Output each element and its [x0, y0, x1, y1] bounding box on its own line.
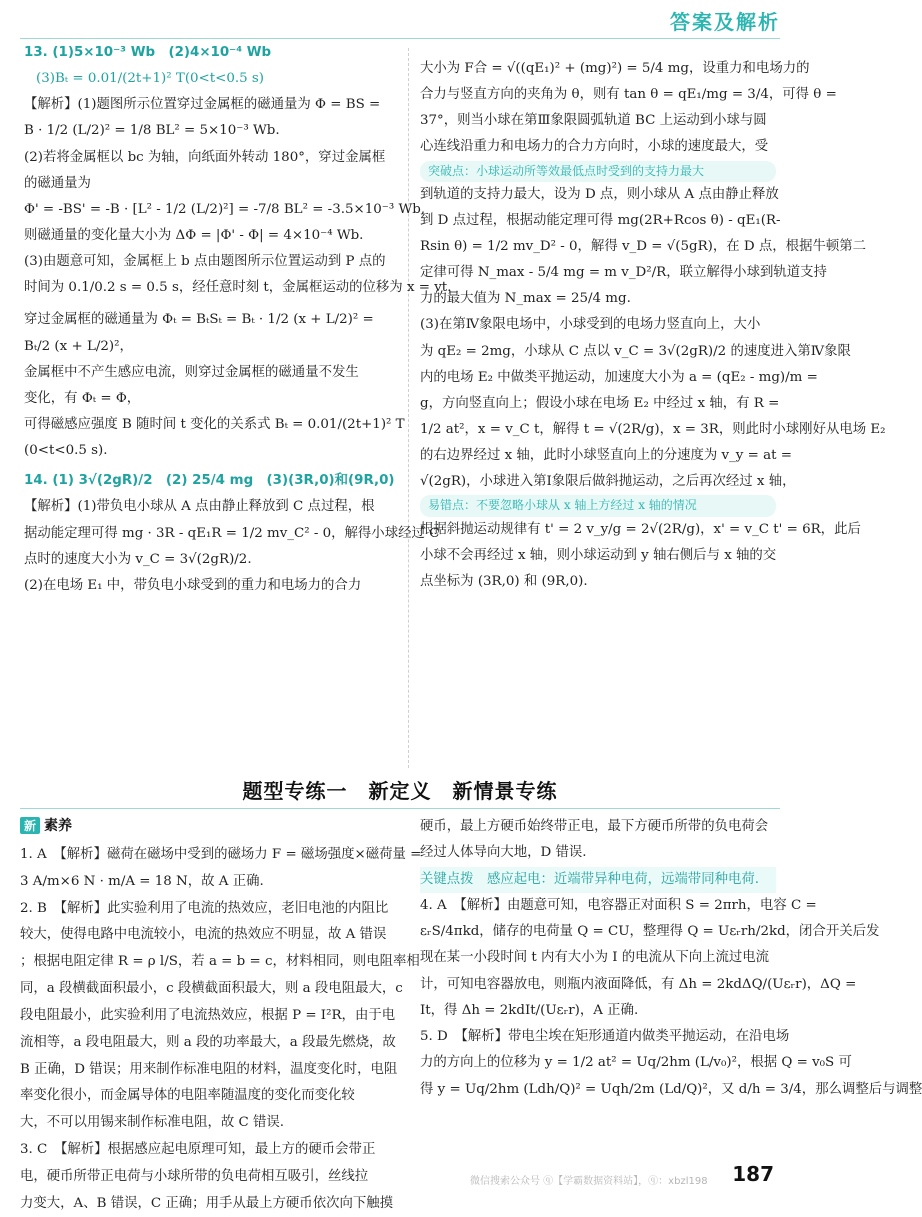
- line-text: 据动能定理可得 mg · 3R - qE₁R = 1/2 mv_C² - 0，解得小球经过 C: [24, 525, 440, 541]
- header-rule: [20, 38, 780, 39]
- line-text: 变化，有 Φₜ = Φ，: [24, 390, 141, 406]
- breakthrough-note: 突破点：小球运动所等效最低点时受到的支持力最大: [420, 161, 776, 182]
- answer-1: 1. A 【解析】磁荷在磁场中受到的磁场力 F = 磁场强度×磁荷量 =: [20, 847, 422, 862]
- error-prone-note: 易错点：不要忽略小球从 x 轴上方经过 x 轴的情况: [420, 495, 776, 516]
- column-divider: [408, 48, 409, 768]
- line-text: It，得 Δh = 2kdIt/(Uεᵣr)，A 正确.: [420, 1002, 639, 1018]
- line-text: 37°，则当小球在第Ⅲ象限圆弧轨道 BC 上运动到小球与圆: [420, 113, 767, 129]
- line-text: 段电阻最小，此实验利用了电流热效应，根据 P = I²R，由于电: [20, 1007, 396, 1023]
- footer-watermark: 微信搜索公众号 ⓠ【学霸数据资料站】，ⓠ：xbzl198: [470, 1176, 708, 1187]
- line-text: 到轨道的支持力最大，设为 D 点，则小球从 A 点由静止释放: [420, 186, 779, 202]
- line-text: 为 qE₂ = 2mg，小球从 C 点以 v_C = 3√(2gR)/2 的速度进入第Ⅳ象限: [420, 343, 851, 359]
- line-text: (3)由题意可知，金属框上 b 点由题图所示位置运动到 P 点的: [24, 254, 386, 270]
- line-text: g，方向竖直向上；假设小球在电场 E₂ 中经过 x 轴，有 R =: [420, 395, 780, 411]
- top-left-column: [24, 40, 461, 770]
- line-text: 力变大，A、B 错误，C 正确；用手从最上方硬币依次向下触摸: [20, 1195, 394, 1211]
- line-text: 较大，使得电路中电流较小，电流的热效应不明显，故 A 错误: [20, 927, 387, 943]
- line-text: (0<t<0.5 s).: [24, 443, 108, 459]
- line-text: 力的方向上的位移为 y = 1/2 at² = Uq/2hm (L/v₀)²，根据 Q = v₀S 可: [420, 1055, 852, 1071]
- line-text: B · 1/2 (L/2)² = 1/8 BL² = 5×10⁻³ Wb.: [24, 123, 280, 139]
- line-text: 时间为 0.1/0.2 s = 0.5 s，经任意时刻 t，金属框运动的位移为 x = vt，: [24, 280, 461, 296]
- section-rule: [20, 808, 780, 809]
- answer-4: 4. A 【解析】由题意可知，电容器正对面积 S = 2πrh，电容 C =: [420, 897, 817, 913]
- page-number: 187: [732, 1162, 774, 1186]
- line-text: (2)若将金属框以 bc 为轴，向纸面外转动 180°，穿过金属框: [24, 149, 386, 165]
- line-text: B 正确，D 错误；用来制作标准电阻的材料，温度变化时，电阻: [20, 1061, 398, 1077]
- answer-5: 5. D 【解析】带电尘埃在矩形通道内做类平抛运动，在沿电场: [420, 1029, 790, 1045]
- section-title: 题型专练一 新定义 新情景专练: [242, 779, 558, 803]
- line-text: 小球不会再经过 x 轴，则小球运动到 y 轴右侧后与 x 轴的交: [420, 547, 777, 563]
- line-text: 计，可知电容器放电，则瓶内液面降低，有 Δh = 2kdΔQ/(Uεᵣr)，ΔQ =: [420, 976, 857, 992]
- line-text: 合力与竖直方向的夹角为 θ，则有 tan θ = qE₁/mg = 3/4，可得 θ =: [420, 87, 837, 103]
- answer-2: 2. B 【解析】此实验利用了电流的热效应，老旧电池的内阻比: [20, 900, 389, 916]
- top-right-column: [420, 56, 886, 766]
- line-text: 大小为 F合 = √((qE₁)² + (mg)²) = 5/4 mg，设重力和电场力的: [420, 61, 810, 76]
- line-text: 硬币，最上方硬币始终带正电，最下方硬币所带的负电荷会: [420, 819, 769, 834]
- line-text: 现在某一小段时间 t 内有大小为 I 的电流从下向上流过电流: [420, 950, 770, 966]
- line-text: 得 y = Uq/2hm (Ldh/Q)² = Uqh/2m (Ld/Q)²，又 d/h = 3/4，那么调整后与调整: [420, 1081, 922, 1097]
- line-text: 则磁通量的变化量大小为 ΔΦ = |Φ' - Φ| = 4×10⁻⁴ Wb.: [24, 227, 364, 243]
- line-text: εᵣS/4πkd，储存的电荷量 Q = CU，整理得 Q = Uεᵣrh/2kd，闭合开关后发: [420, 924, 880, 940]
- line-text: 流相等，a 段电阻最大，则 a 段的功率最大，a 段最先燃烧，故: [20, 1034, 396, 1050]
- line-text: 经过人体导向大地，D 错误.: [420, 845, 587, 861]
- line-text: 可得磁感应强度 B 随时间 t 变化的关系式 Bₜ = 0.01/(2t+1)² T: [24, 416, 405, 432]
- line-text: Φ' = -BS' = -B · [L² - 1/2 (L/2)²] = -7/8 BL² = -3.5×10⁻³ Wb,: [24, 201, 426, 217]
- line-text: 1/2 at²，x = v_C t，解得 t = √(2R/g)，x = 3R，则此时小球刚好从电场 E₂: [420, 422, 886, 438]
- badge-label: 素养: [44, 818, 73, 834]
- line-text: Rsin θ) = 1/2 mv_D² - 0，解得 v_D = √(5gR)，在 D 点，根据牛顿第二: [420, 239, 867, 255]
- header-title: 答案及解析: [670, 10, 780, 34]
- line-text: 的磁通量为: [24, 175, 91, 191]
- line-text: 同，a 段横截面积最小，c 段横截面积最大，则 a 段电阻最大，c: [20, 981, 403, 997]
- bottom-right-column: [420, 814, 922, 1174]
- line-text: 大，不可以用锡来制作标准电阻，故 C 错误.: [20, 1115, 285, 1131]
- line-text: 【解析】(1)带负电小球从 A 点由静止释放到 C 点过程，根: [24, 499, 375, 515]
- literacy-badge: [20, 815, 72, 835]
- line-text: 力的最大值为 N_max = 25/4 mg.: [420, 291, 631, 307]
- key-tip: 关键点拨 感应起电：近端带异种电荷，远端带同种电荷.: [420, 867, 776, 893]
- line-text: 到 D 点过程，根据动能定理可得 mg(2R+Rcos θ) - qE₁(R-: [420, 212, 781, 228]
- line-text: 的右边界经过 x 轴，此时小球竖直向上的分速度为 v_y = at =: [420, 448, 792, 464]
- line-text: 点坐标为 (3R,0) 和 (9R,0).: [420, 573, 588, 589]
- line-text: 点时的速度大小为 v_C = 3√(2gR)/2.: [24, 551, 252, 567]
- line-text: √(2gR)，小球进入第Ⅰ象限后做斜抛运动，之后再次经过 x 轴，: [420, 474, 796, 490]
- line-text: 定律可得 N_max - 5/4 mg = m v_D²/R，联立解得小球到轨道支持: [420, 265, 827, 281]
- line-14-answers: 14. (1) 3√(2gR)/2 (2) 25/4 mg (3)(3R,0)和(9R,0): [24, 473, 395, 489]
- line-text: ；根据电阻定律 R = ρ l/S，若 a = b = c，材料相同，则电阻率相: [20, 954, 420, 970]
- line-text: 内的电场 E₂ 中做类平抛运动，加速度大小为 a = (qE₂ - mg)/m =: [420, 369, 818, 385]
- line-text: 心连线沿重力和电场力的合力方向时，小球的速度最大，受: [420, 139, 769, 155]
- line-text: 电，硬币所带正电荷与小球所带的负电荷相互吸引，丝线拉: [20, 1168, 369, 1184]
- line-13-answers: 13. (1)5×10⁻³ Wb (2)4×10⁻⁴ Wb: [24, 45, 272, 60]
- line-text: 3 A/m×6 N · m/A = 18 N，故 A 正确.: [20, 873, 264, 889]
- line-13-part3: (3)Bₜ = 0.01/(2t+1)² T(0<t<0.5 s): [36, 71, 265, 87]
- line-text: 【解析】(1)题图所示位置穿过金属框的磁通量为 Φ = BS =: [24, 97, 381, 113]
- line-text: (3)在第Ⅳ象限电场中，小球受到的电场力竖直向上，大小: [420, 317, 761, 333]
- line-text: 金属框中不产生感应电流，则穿过金属框的磁通量不发生: [24, 364, 359, 380]
- line-text: 率变化很小，而金属导体的电阻率随温度的变化而变化较: [20, 1088, 355, 1104]
- answer-3: 3. C 【解析】根据感应起电原理可知，最上方的硬币会带正: [20, 1141, 376, 1157]
- line-text: (2)在电场 E₁ 中，带负电小球受到的重力和电场力的合力: [24, 577, 362, 593]
- line-text: 根据斜抛运动规律有 t' = 2 v_y/g = 2√(2R/g)，x' = v_C t' = 6R，此后: [420, 521, 861, 537]
- line-text: Bₜ/2 (x + L/2)²，: [24, 338, 133, 354]
- badge-box: 新: [20, 817, 40, 834]
- bottom-left-column: [20, 842, 422, 1211]
- line-text: 穿过金属框的磁通量为 Φₜ = BₜSₜ = Bₜ · 1/2 (x + L/2)² =: [24, 312, 374, 328]
